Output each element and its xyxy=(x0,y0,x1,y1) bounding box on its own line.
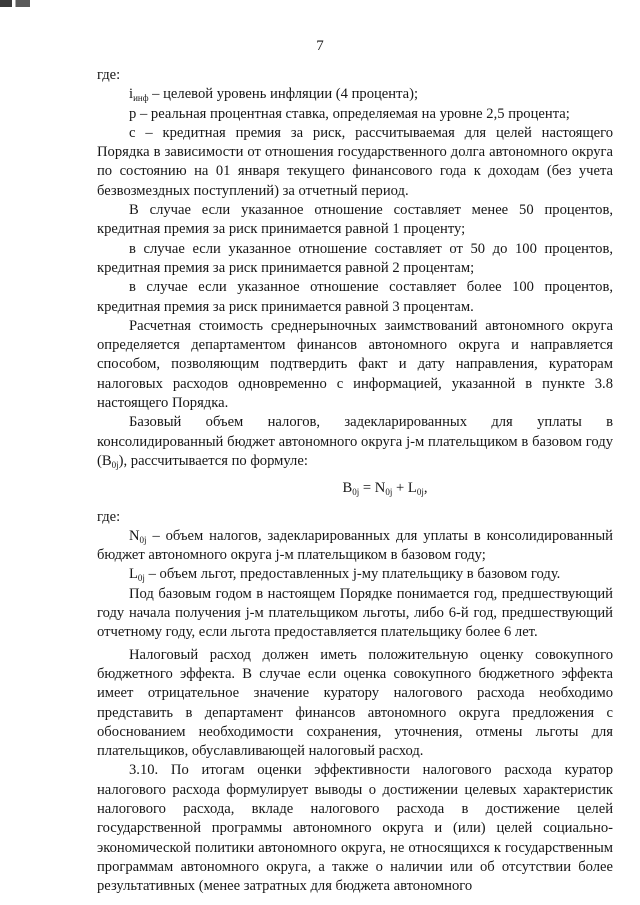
def-credit-premium: с – кредитная премия за риск, рассчитываемая для целей настоящего Порядка в зависимости от отношения государственного долга автономного округа по состоянию на 01 января текущего финансового года к доходам (без учета безвозмездных поступлений) за отчетный период. xyxy=(97,124,613,199)
var-l-subscript: 0j xyxy=(137,573,145,584)
scan-corner-mark xyxy=(0,0,30,7)
formula-tail: , xyxy=(423,480,428,497)
where-label-1: где: xyxy=(97,67,121,83)
case-50-100: в случае если указанное отношение составляет от 50 до 100 процентов, кредитная премия за риск принимается равной 2 процентам; xyxy=(97,240,613,276)
def-l0j xyxy=(97,565,613,584)
base-volume-text-a: Базовый объем налогов, задекларированных для уплаты в консолидированный бюджет автономного округа j-м плательщиком в базовом году (B xyxy=(97,414,613,469)
def-n0j xyxy=(97,527,613,566)
market-borrowing-cost: Расчетная стоимость среднерыночных заимствований автономного округа определяется департаментом финансов автономного округа и направляется способом, позволяющим подтвердить факт и дату направления, кураторам налоговых расходов одновременно с информацией, указанной в пункте 3.8 настоящего Порядка. xyxy=(97,317,613,412)
positive-estimate-requirement: Налоговый расход должен иметь положительную оценку совокупного бюджетного эффекта. В случае если оценка совокупного бюджетного эффекта имеет отрицательное значение куратору налогового расхода необходимо представить в департамент финансов автономного округа предложения с обоснованием необходимости сохранения, уточнения, отмены льготы для плательщиков, обуславливающей налоговый расход. xyxy=(97,646,613,760)
def-inflation xyxy=(97,85,613,104)
base-volume-formula xyxy=(97,479,613,498)
item-3-10: 3.10. По итогам оценки эффективности налогового расхода куратор налогового расхода формулирует выводы о достижении целевых характеристик налогового расхода, вкладе налогового расхода в достижение целей государственной программы автономного округа и (или) целей социально-экономической политики автономного округа, не относящихся к государственным программам автономного округа, а также о наличии или об отсутствии более результативных (менее затратных для бюджета автономного xyxy=(97,762,613,895)
base-volume-text-b: ), рассчитывается по формуле: xyxy=(118,452,308,469)
formula-equals: = xyxy=(359,480,375,497)
case-more-100: в случае если указанное отношение составляет более 100 процентов, кредитная премия за риск принимается равной 3 процентам. xyxy=(97,279,613,315)
formula-term-l-subscript: 0j xyxy=(416,487,424,498)
var-l: L xyxy=(129,566,138,583)
def-l0j-text: – объем льгот, предоставленных j-му плательщику в базовом году. xyxy=(144,566,561,583)
formula-term-n: N xyxy=(374,480,386,497)
formula-lhs-subscript: 0j xyxy=(352,487,360,498)
formula-term-l: L xyxy=(407,480,417,497)
def-n0j-text: – объем налогов, задекларированных для уплаты в консолидированный бюджет автономного округа j-м плательщиком в базовом году; xyxy=(97,527,613,564)
def-real-rate: р – реальная процентная ставка, определяемая на уровне 2,5 процента; xyxy=(129,105,570,122)
base-year-definition: Под базовым годом в настоящем Порядке понимается год, предшествующий году начала получения j-м плательщиком льготы, либо 6-й год, предшествующий отчетному году, если льгота предоставляется плательщику более 6 лет. xyxy=(97,585,613,641)
base-volume-paragraph xyxy=(97,413,613,471)
formula-term-n-subscript: 0j xyxy=(385,487,393,498)
where-label-2: где: xyxy=(97,508,121,525)
base-volume-subscript: 0j xyxy=(111,459,119,470)
var-n: N xyxy=(129,527,140,544)
formula-plus: + xyxy=(392,480,408,497)
case-less-50: В случае если указанное отношение составляет менее 50 процентов, кредитная премия за риск принимается равной 1 проценту; xyxy=(97,202,613,238)
var-i: i xyxy=(129,86,134,103)
def-inflation-text: – целевой уровень инфляции (4 процента); xyxy=(148,86,419,103)
formula-lhs: B xyxy=(342,480,353,497)
document-body xyxy=(97,66,613,896)
page-number: 7 xyxy=(316,38,324,54)
var-i-subscript: инф xyxy=(133,93,149,104)
var-n-subscript: 0j xyxy=(139,534,147,545)
